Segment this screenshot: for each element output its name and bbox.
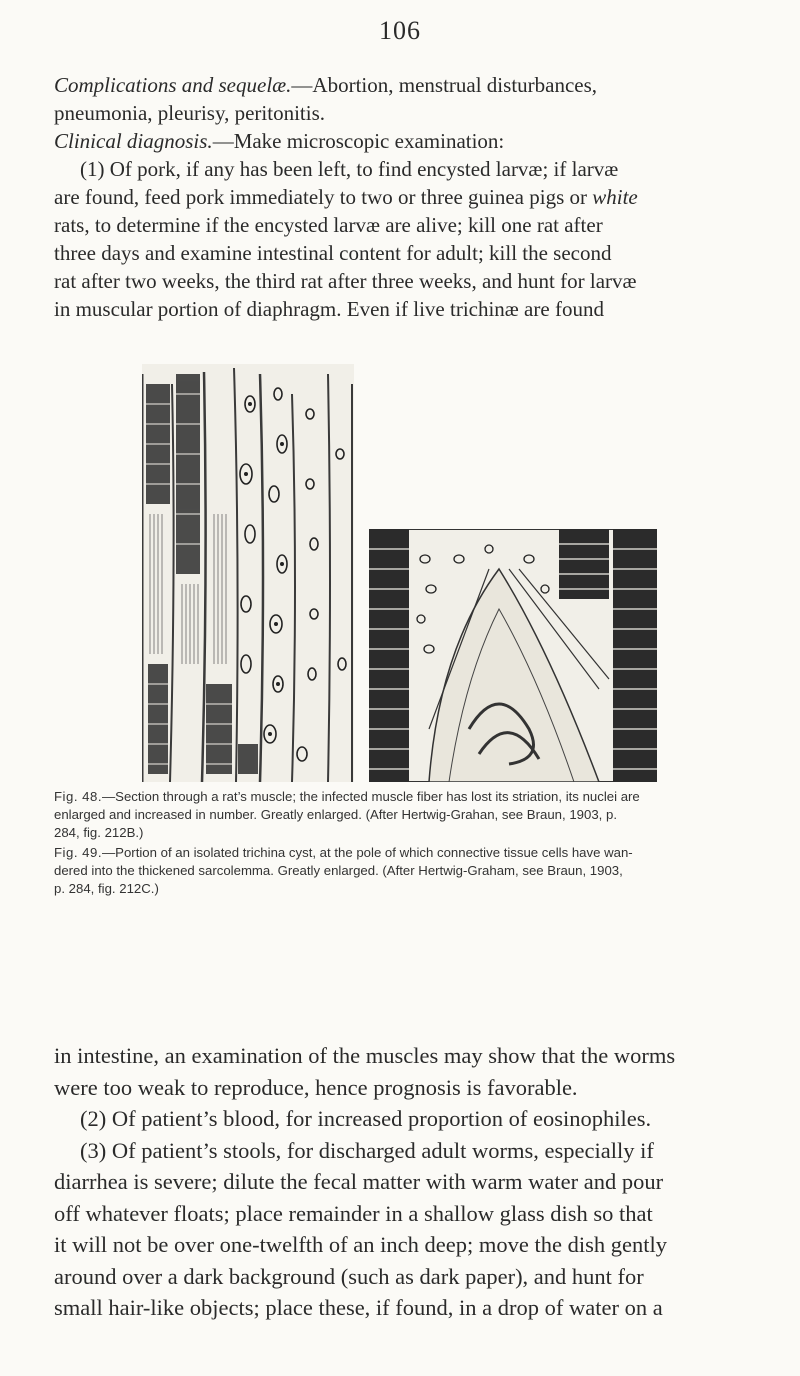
item1-line-2-italic: white xyxy=(592,185,638,209)
item1-line-2 xyxy=(54,183,750,211)
figure-captions xyxy=(54,788,750,900)
complications-heading: Complications and sequelæ. xyxy=(54,73,292,97)
caption-fig-48-line-3: 284, fig. 212B.) xyxy=(54,825,144,840)
caption-fig-49-text-1: —Portion of an isolated trichina cyst, at the pole of which connective tissue cells have wan- xyxy=(101,845,633,860)
caption-fig-48-line-1 xyxy=(54,788,750,806)
complications-text: —Abortion, menstrual disturbances, xyxy=(291,73,598,97)
caption-fig-48-text-1: —Section through a rat’s muscle; the infected muscle fiber has lost its striation, its nuclei are xyxy=(101,789,640,804)
bottom-line-6: off whatever floats; place remainder in a shallow glass dish so that xyxy=(54,1200,653,1226)
item1-line-1: (1) Of pork, if any has been left, to find encysted larvæ; if larvæ xyxy=(80,157,619,181)
bottom-text-block xyxy=(54,1040,750,1324)
item1-line-3: rats, to determine if the encysted larvæ are alive; kill one rat after xyxy=(54,213,603,237)
figure-49-trichina-cyst xyxy=(369,529,657,782)
item1-line-2-text: are found, feed pork immediately to two or three guinea pigs or xyxy=(54,185,593,209)
page-number: 106 xyxy=(379,16,421,45)
bottom-line-4: (3) Of patient’s stools, for discharged adult worms, especially if xyxy=(80,1137,654,1163)
diagnosis-heading: Clinical diagnosis. xyxy=(54,129,213,153)
bottom-line-8: around over a dark background (such as dark paper), and hunt for xyxy=(54,1263,644,1289)
caption-fig-49-line-1 xyxy=(54,844,750,862)
figure-48-muscle-section xyxy=(142,364,354,782)
caption-fig-49 xyxy=(54,844,750,898)
caption-fig-48-label: Fig. 48. xyxy=(54,789,102,804)
caption-fig-49-line-2: dered into the thickened sarcolemma. Greatly enlarged. (After Hertwig-Graham, see Braun, 1903, xyxy=(54,863,623,878)
bottom-line-3: (2) Of patient’s blood, for increased proportion of eosinophiles. xyxy=(80,1106,652,1131)
bottom-line-7: it will not be over one-twelfth of an inch deep; move the dish gently xyxy=(54,1232,667,1257)
complications-line-1 xyxy=(54,71,750,99)
caption-fig-49-label: Fig. 49. xyxy=(54,845,102,860)
figures-area xyxy=(0,364,800,784)
diagnosis-line xyxy=(54,127,750,155)
bottom-line-9: small hair-like objects; place these, if found, in a drop of water on a xyxy=(54,1295,663,1320)
top-text-block xyxy=(54,71,750,323)
item1-line-4: three days and examine intestinal content for adult; kill the second xyxy=(54,241,612,265)
caption-fig-48 xyxy=(54,788,750,842)
bottom-line-1: in intestine, an examination of the muscles may show that the worms xyxy=(54,1043,676,1068)
item1-line-5: rat after two weeks, the third rat after three weeks, and hunt for larvæ xyxy=(54,269,637,293)
diagnosis-text: —Make microscopic examination: xyxy=(212,129,505,153)
caption-fig-49-line-3: p. 284, fig. 212C.) xyxy=(54,881,159,896)
bottom-line-5: diarrhea is severe; dilute the fecal matter with warm water and pour xyxy=(54,1169,664,1194)
complications-line-2: pneumonia, pleurisy, peritonitis. xyxy=(54,101,326,125)
bottom-line-2: were too weak to reproduce, hence prognosis is favorable. xyxy=(54,1074,578,1100)
caption-fig-48-line-2: enlarged and increased in number. Greatly enlarged. (After Hertwig-Grahan, see Braun, 1903, p. xyxy=(54,807,617,822)
item1-line-6: in muscular portion of diaphragm. Even if live trichinæ are found xyxy=(54,297,604,321)
